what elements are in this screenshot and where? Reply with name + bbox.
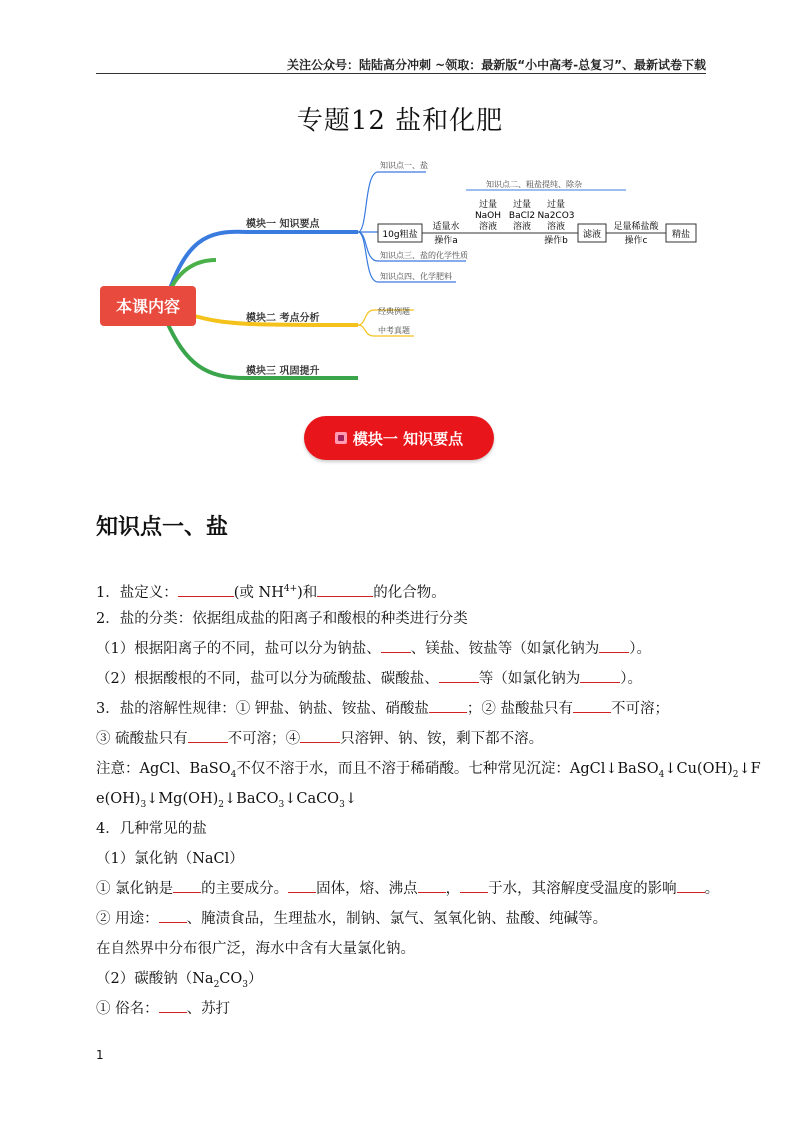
text-fragment: （2）根据酸根的不同，盐可以分为硫酸盐、碳酸盐、 (96, 671, 439, 687)
line-14 (96, 964, 712, 994)
line-4 (96, 664, 712, 694)
text-fragment: 于水，其溶解度受温度的影响 (488, 881, 677, 897)
text-fragment: （1）根据阳离子的不同，盐可以分为钠盐、 (96, 641, 381, 657)
text-fragment: 、苏打 (186, 1001, 231, 1017)
text-fragment: 4．几种常见的盐 (96, 821, 207, 837)
text-fragment: 不可溶； (610, 701, 669, 717)
line-3 (96, 634, 712, 664)
flow-s2-bottom: 溶液 (478, 222, 498, 232)
text-fragment: 2 (732, 769, 739, 780)
text-fragment: ↓F (738, 761, 761, 777)
content-body (96, 574, 761, 1024)
answer-blank (317, 578, 373, 597)
text-fragment: 的化合物。 (373, 584, 446, 601)
text-fragment: 4+ (283, 584, 298, 594)
answer-blank (188, 724, 228, 743)
banner-label: 模块一 知识要点 (352, 429, 464, 448)
section-title: 知识点一、盐 (96, 515, 229, 540)
answer-blank (300, 724, 340, 743)
flow-start: 10g粗盐 (382, 230, 418, 240)
flow-filtrate: 滤液 (582, 230, 602, 240)
answer-blank (288, 874, 316, 893)
text-fragment: ② 用途： (96, 911, 159, 927)
module-banner (304, 416, 494, 460)
answer-blank (173, 874, 201, 893)
text-fragment: ↓ (344, 791, 357, 807)
flow-s3-top: 过量 (512, 200, 532, 210)
text-fragment: ）。 (620, 671, 642, 687)
text-fragment: ① 氯化钠是 (96, 881, 174, 897)
mind-map (96, 150, 706, 390)
answer-blank (460, 874, 488, 893)
answer-blank (677, 874, 705, 893)
line-12 (96, 904, 712, 934)
text-fragment: 4 (658, 769, 665, 780)
text-fragment: 3 (140, 799, 147, 810)
text-fragment: ） (248, 971, 263, 987)
line-6 (96, 724, 712, 754)
text-fragment: e(OH) (96, 791, 141, 807)
answer-blank (573, 694, 611, 713)
text-fragment: 、腌渍食品，生理盐水，制钠、氯气、氢氧化钠、盐酸、纯碱等。 (186, 911, 608, 927)
flow-end: 精盐 (671, 230, 691, 240)
text-fragment: 的主要成分。 (201, 881, 289, 897)
answer-blank (439, 664, 479, 683)
flow-s5-bottom: 操作c (624, 236, 648, 246)
line-5 (96, 694, 712, 724)
flow-s2-top: 过量 (478, 200, 498, 210)
answer-blank (178, 578, 234, 597)
line-15 (96, 994, 712, 1024)
text-fragment: ；② 盐酸盐只有 (466, 701, 573, 717)
flow-s3-mid: BaCl2 (508, 211, 536, 221)
answer-blank (418, 874, 446, 893)
text-fragment: 2 (218, 799, 225, 810)
branch2-label: 模块二 考点分析 (246, 313, 320, 324)
kp3-label: 知识点三、盐的化学性质 (380, 251, 468, 260)
text-fragment: CO (219, 971, 243, 987)
text-fragment: 只溶钾、钠、铵，剩下都不溶。 (340, 731, 544, 747)
text-fragment: 3 (278, 799, 285, 810)
text-fragment: ↓CaCO (284, 791, 340, 807)
kp2-label: 知识点二、粗盐提纯、除杂 (486, 180, 582, 189)
text-fragment: 3 (339, 799, 345, 810)
line-10 (96, 844, 712, 874)
text-fragment: 、镁盐、铵盐等（如氯化钠为 (410, 641, 600, 657)
flow-s5-top: 足量稀盐酸 (613, 222, 659, 232)
text-fragment: （1）氯化钠（NaCl） (96, 851, 244, 867)
book-icon (335, 432, 347, 444)
text-fragment: ）。 (629, 641, 651, 657)
text-fragment: （2）碳酸钠（Na (96, 971, 214, 987)
flow-s4-mid2: 溶液 (546, 222, 566, 232)
text-fragment: 不仅不溶于水，而且不溶于稀硝酸。七种常见沉淀：AgCl↓BaSO (236, 761, 659, 777)
text-fragment: ↓Mg(OH) (146, 791, 219, 807)
flow-s4-top: 过量 (546, 200, 566, 210)
kp4-label: 知识点四、化学肥料 (380, 272, 452, 281)
line-13 (96, 934, 712, 964)
text-fragment: ↓BaCO (224, 791, 279, 807)
kp1-label: 知识点一、盐 (380, 161, 428, 170)
text-fragment: ↓Cu(OH) (664, 761, 733, 777)
answer-blank (159, 994, 187, 1013)
flow-s4-mid: Na2CO3 (537, 211, 575, 221)
text-fragment: 固体，熔、沸点 (316, 881, 418, 897)
flow-s1-top: 适量水 (432, 222, 460, 232)
text-fragment: 注意：AgCl、BaSO (96, 761, 231, 777)
text-fragment: 1．盐定义： (96, 584, 178, 601)
line-8 (96, 784, 712, 814)
flow-s1-bottom: 操作a (434, 236, 458, 246)
branch3-label: 模块三 巩固提升 (246, 366, 320, 377)
answer-blank (429, 694, 467, 713)
text-fragment: 2 (213, 979, 220, 990)
answer-blank (381, 634, 411, 653)
text-fragment: 。 (704, 881, 720, 897)
text-fragment: 3．盐的溶解性规律：① 钾盐、钠盐、铵盐、硝酸盐 (96, 701, 429, 717)
text-fragment: 不可溶；④ (227, 731, 301, 747)
text-fragment: 3 (242, 979, 249, 990)
root-label: 本课内容 (115, 297, 181, 316)
text-fragment: ③ 硫酸盐只有 (96, 731, 188, 747)
text-fragment: 在自然界中分布很广泛，海水中含有大量氯化钠。 (96, 941, 415, 957)
branch1-label: 模块一 知识要点 (246, 219, 320, 230)
line-7 (96, 754, 761, 784)
answer-blank (580, 664, 620, 683)
flow-s3-bottom: 溶液 (512, 222, 532, 232)
text-fragment: 2．盐的分类：依据组成盐的阳离子和酸根的种类进行分类 (96, 611, 468, 627)
page-title: 专题12 盐和化肥 (296, 106, 504, 136)
text-fragment: ① 俗名： (96, 1001, 159, 1017)
answer-blank (159, 904, 187, 923)
page-number: 1 (96, 1048, 104, 1062)
line-11 (96, 874, 720, 904)
text-fragment: 4 (230, 769, 237, 780)
line-2 (96, 604, 712, 634)
text-fragment: 等（如氯化钠为 (478, 671, 581, 687)
text-fragment: )和 (297, 584, 318, 601)
header-divider (96, 73, 706, 74)
m2-a-label: 经典例题 (378, 307, 410, 316)
line-9 (96, 814, 712, 844)
text-fragment: (或 NH (233, 584, 284, 601)
page-header: 关注公众号：陆陆高分冲刺 ~领取：最新版“小中高考-总复习”、最新试卷下载 (287, 58, 706, 72)
flow-s4-bottom: 操作b (544, 236, 568, 246)
text-fragment: ， (445, 881, 461, 897)
line-1 (96, 574, 712, 604)
m2-b-label: 中考真题 (378, 326, 410, 335)
flow-s2-mid: NaOH (474, 211, 502, 221)
answer-blank (599, 634, 629, 653)
